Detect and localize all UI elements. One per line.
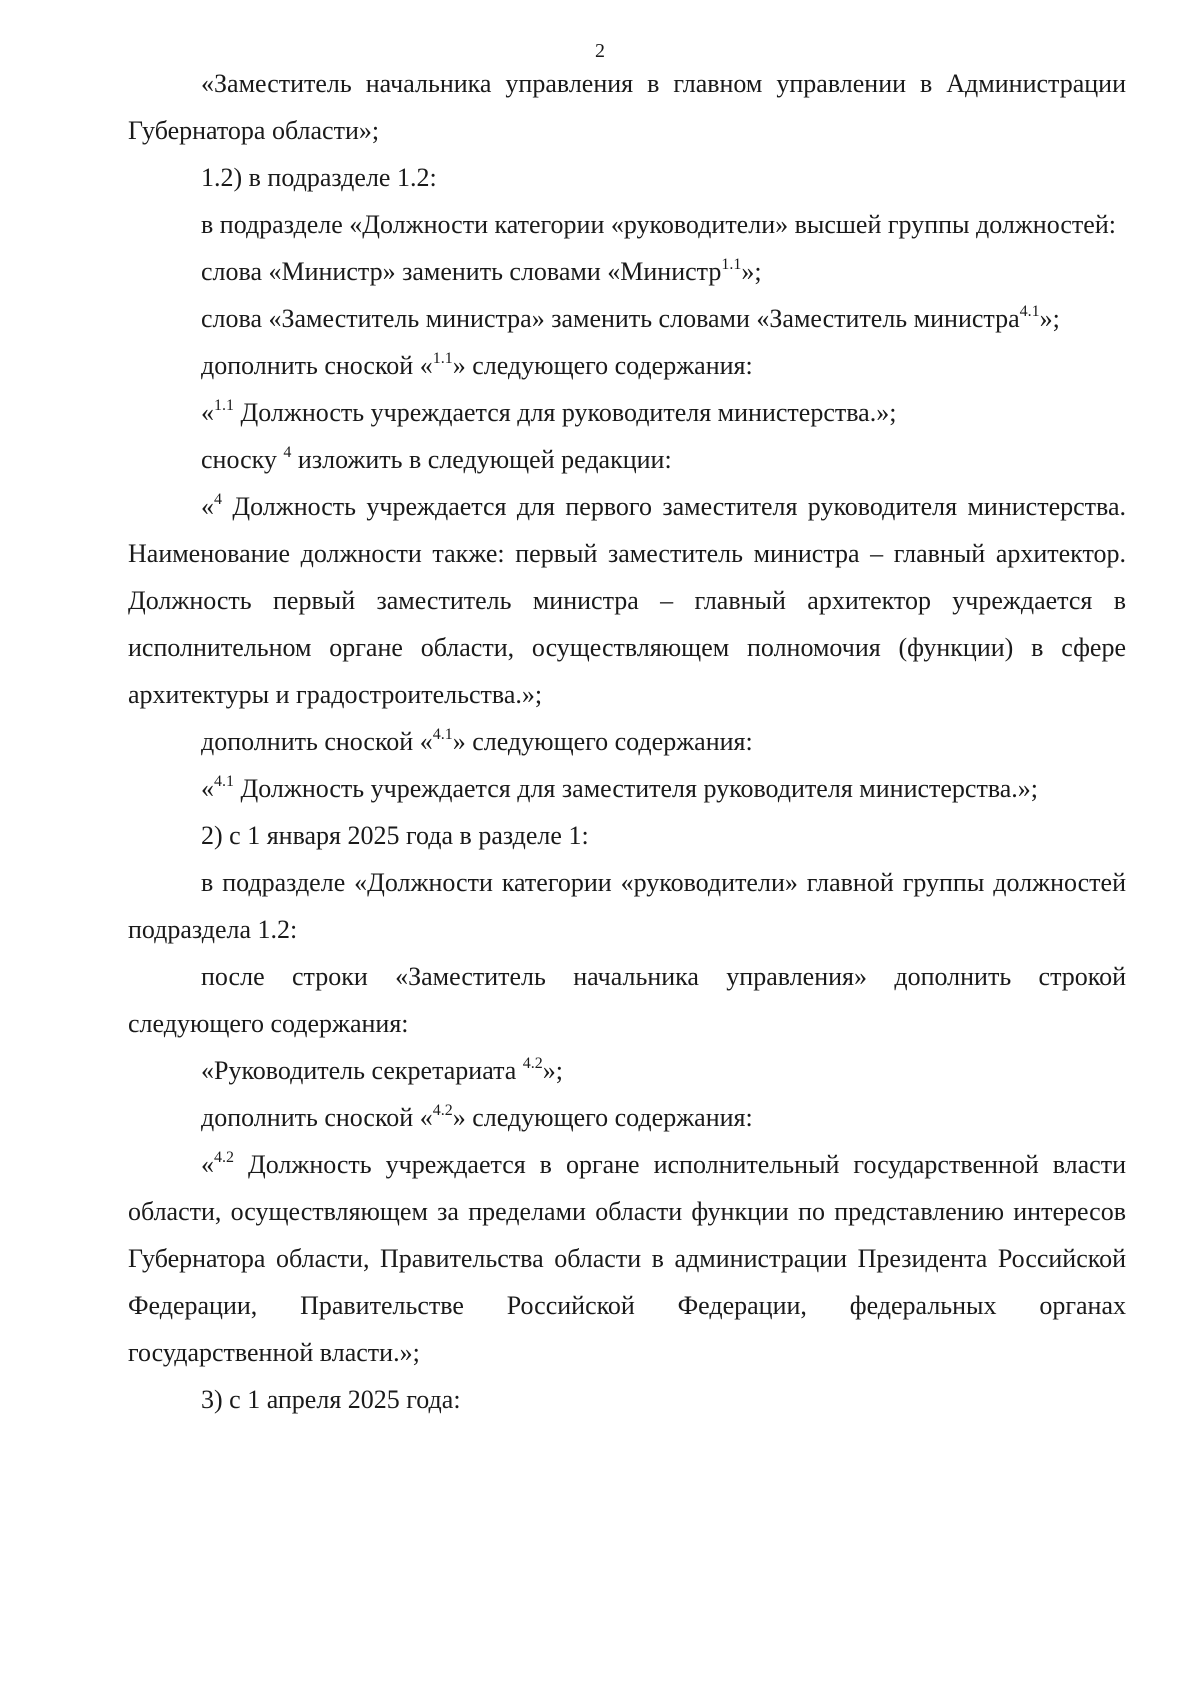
document-body (128, 60, 1126, 1423)
paragraph-11-text: « (201, 774, 214, 803)
paragraph-6-text: дополнить сноской « (201, 351, 433, 380)
paragraph-9 (128, 483, 1126, 718)
paragraph-16 (128, 1094, 1126, 1141)
paragraph-11 (128, 765, 1126, 812)
footnote-ref: 4.1 (214, 773, 234, 790)
paragraph-13: в подразделе «Должности категории «руководители» главной группы должностей подраздела 1.2: (128, 868, 1126, 944)
paragraph-18: 3) с 1 апреля 2025 года: (201, 1385, 461, 1414)
footnote-ref: 4 (283, 444, 292, 461)
footnote-ref: 4.2 (214, 1149, 234, 1166)
paragraph-3: в подразделе «Должности категории «руководители» высшей группы должностей: (201, 210, 1116, 239)
footnote-ref: 1.1 (214, 397, 234, 414)
footnote-ref: 4 (214, 491, 222, 508)
paragraph-5 (128, 295, 1126, 342)
paragraph-17 (128, 1141, 1126, 1376)
page-number: 2 (595, 40, 605, 62)
paragraph-10-tail: » следующего содержания: (452, 727, 753, 756)
paragraph-16-text: дополнить сноской « (201, 1103, 433, 1132)
paragraph-2: 1.2) в подразделе 1.2: (201, 163, 437, 192)
paragraph-7 (128, 389, 1126, 436)
footnote-ref: 4.2 (522, 1055, 543, 1072)
paragraph-17-text: « (201, 1150, 214, 1179)
paragraph-1: «Заместитель начальника управления в главном управлении в Администрации Губернатора области»; (128, 69, 1126, 145)
paragraph-10 (128, 718, 1126, 765)
paragraph-6-tail: » следующего содержания: (452, 351, 753, 380)
paragraph-9-tail: Должность учреждается для первого заместителя руководителя министерства. Наименование должности также: первый заместитель министра – главный архитектор. Должность первый заместитель министра – главный архитектор учреждается в исполнительном органе области, осуществляющем полномочия (функции) в сфере архитектуры и градостроительства.»; (128, 492, 1126, 709)
paragraph-16-tail: » следующего содержания: (452, 1103, 753, 1132)
paragraph-11-tail: Должность учреждается для заместителя руководителя министерства.»; (234, 774, 1039, 803)
paragraph-14: после строки «Заместитель начальника управления» дополнить строкой следующего содержания: (128, 962, 1126, 1038)
paragraph-4-text: слова «Министр» заменить словами «Министр (201, 257, 722, 286)
paragraph-4 (128, 248, 1126, 295)
paragraph-9-text: « (201, 492, 214, 521)
paragraph-17-tail: Должность учреждается в органе исполнительный государственной власти области, осуществляющем за пределами области функции по представлению интересов Губернатора области, Правительства области в администрации Президента Российской Федерации, Правительстве Российской Федерации, федеральных органах государственной власти.»; (128, 1150, 1126, 1367)
paragraph-8-tail: изложить в следующей редакции: (291, 445, 672, 474)
paragraph-7-tail: Должность учреждается для руководителя министерства.»; (234, 398, 897, 427)
paragraph-10-text: дополнить сноской « (201, 727, 433, 756)
paragraph-12: 2) с 1 января 2025 года в разделе 1: (201, 821, 589, 850)
paragraph-5-text: слова «Заместитель министра» заменить словами «Заместитель министра (201, 304, 1020, 333)
footnote-ref: 1.1 (721, 256, 742, 273)
paragraph-15 (128, 1047, 1126, 1094)
paragraph-15-tail: »; (542, 1056, 564, 1085)
paragraph-5-tail: »; (1039, 304, 1060, 333)
footnote-ref: 1.1 (432, 350, 453, 367)
paragraph-7-text: « (201, 398, 214, 427)
paragraph-8 (128, 436, 1126, 483)
footnote-ref: 4.1 (1019, 303, 1040, 320)
footnote-ref: 4.2 (432, 1102, 453, 1119)
paragraph-15-text: «Руководитель секретариата (201, 1056, 523, 1085)
paragraph-4-tail: »; (741, 257, 762, 286)
footnote-ref: 4.1 (432, 726, 453, 743)
paragraph-6 (128, 342, 1126, 389)
paragraph-8-text: сноску (201, 445, 284, 474)
